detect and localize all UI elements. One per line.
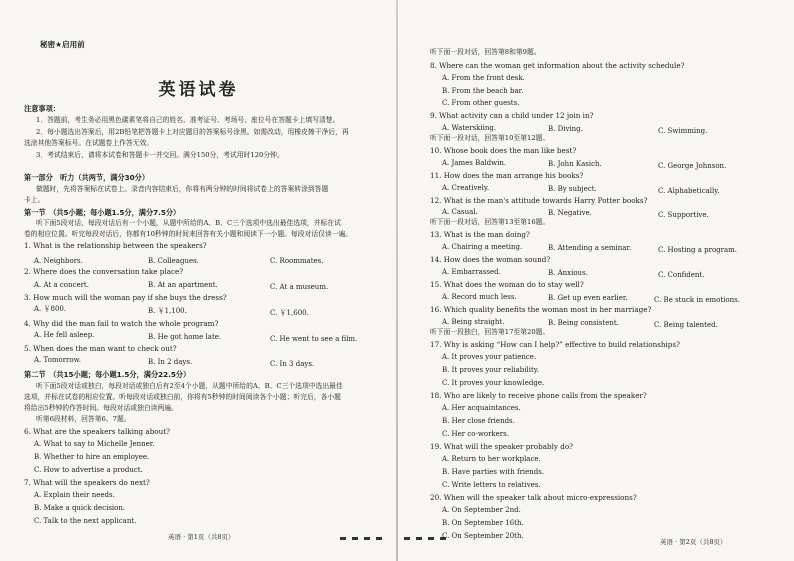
listening-prompt: 听下面一段对话，回答第8和第9题。 [430,48,541,56]
option: B. At an apartment. [148,281,218,289]
option: A. Return to her workplace. [442,455,541,463]
question-8: 8. Where can the woman get information about the activity schedule? [430,61,685,70]
option: B. Have parties with friends. [442,468,545,476]
part1-instruction: 卡上。 [24,196,45,204]
option: C. From other guests. [442,99,520,107]
section1-instruction: 听下面5段对话，每段对话后有一个小题，从题中所给的A、B、C三个选项中选出最佳选项，并标在试 [36,219,341,227]
question-2: 2. Where does the conversation take place? [24,267,184,276]
option: A. Casual. [442,208,478,216]
option: A. Tomorrow. [34,356,81,364]
option: C. He went to see a film. [270,335,358,343]
option: B. It proves your reliability. [442,366,540,374]
part1-heading: 第一部分 听力（共两节，满分30分） [24,173,150,182]
option: B. By subject. [548,185,597,193]
option: A. He fell asleep. [34,331,95,339]
option: A. Chairing a meeting. [442,243,523,251]
option: C. Talk to the next applicant. [34,517,137,525]
option: A. ￥800. [34,305,67,313]
option: A. What to say to Michelle Jenner. [34,440,155,448]
question-12: 12. What is the man's attitude towards Harry Potter books? [430,196,648,205]
question-18: 18. Who are likely to receive phone calls from the speaker? [430,391,647,400]
option: A. Embarrassed. [442,268,501,276]
print-mark [352,537,358,540]
option: A. Creatively. [442,184,490,192]
option: B. ￥1,100. [148,307,187,315]
footer-right: 英语 · 第2页（共8页） [660,538,727,546]
option: B. John Kasich. [548,160,602,168]
listening-prompt: 听下面一段对话，回答第13至第16题。 [430,218,550,226]
option: A. From the front desk. [442,74,525,82]
option: A. James Baldwin. [442,159,507,167]
listening-prompt: 听下面一段对话，回答第10至第12题。 [430,134,550,142]
question-14: 14. How does the woman sound? [430,255,551,264]
option: B. He got home late. [148,333,222,341]
option: B. Anxious. [548,269,588,277]
question-4: 4. Why did the man fail to watch the whole program? [24,319,219,328]
question-11: 11. How does the man arrange his books? [430,171,584,180]
option: C. How to advertise a product. [34,466,143,474]
confidential-label: 秘密★启用前 [40,40,85,49]
option: A. Neighbors. [34,257,83,265]
option: B. Her close friends. [442,417,515,425]
question-1: 1. What is the relationship between the speakers? [24,241,207,250]
section2-instruction: 选项，并标在试卷的相应位置。听每段对话或独白前，你将有5秒钟的时间阅读各个小题；听完后，各小题 [24,393,341,401]
note-item: 3．考试结束后，请将本试卷和答题卡一并交回。满分150分，考试用时120分钟。 [36,151,284,159]
option: C. George Johnson. [658,162,727,170]
option: A. On September 2nd. [442,506,521,514]
option: B. On September 16th. [442,519,524,527]
print-mark [428,537,434,540]
listening-prompt: 听下面一段独白，回答第17至第20题。 [430,328,550,336]
print-mark [404,537,410,540]
question-20: 20. When will the speaker talk about micro-expressions? [430,493,637,502]
option: C. At a museum. [270,283,329,291]
option: A. Her acquaintances. [442,404,521,412]
question-6: 6. What are the speakers talking about? [24,427,171,436]
option: B. Get up even earlier. [548,294,628,302]
option: B. Whether to hire an employee. [34,453,150,461]
option: B. From the beach bar. [442,87,524,95]
footer-left: 英语 · 第1页（共8页） [168,533,235,541]
option: A. Being straight. [442,318,505,326]
option: C. Alphabetically. [658,187,720,195]
option: A. Record much less. [442,293,517,301]
section1-instruction: 卷的相应位置。听完每段对话后，你都有10秒钟的时间来回答有关小题和阅读下一小题。每段对话仅读一遍。 [24,230,353,238]
option: C. Write letters to relatives. [442,481,541,489]
exam-title: 英语试卷 [158,80,239,100]
option: B. Negative. [548,209,592,217]
option: C. On September 20th. [442,532,524,540]
notes-heading: 注意事项： [24,104,60,113]
section2-instruction: 听下面5段对话或独白，每段对话或独白后有2至4个小题，从题中所给的A、B、C三个选项中选出最佳 [36,382,343,390]
part1-instruction: 做题时，先将答案标在试卷上。录音内容结束后，你将有两分钟的时间将试卷上的答案转涂到答题 [36,185,329,193]
question-9: 9. What activity can a child under 12 join in? [430,111,594,120]
option: C. Her co-workers. [442,430,509,438]
option: C. It proves your knowledge. [442,379,545,387]
print-mark [364,537,370,540]
section2-heading: 第二节 （共15小题；每小题1.5分，满分22.5分） [24,370,191,379]
option: C. Roommates. [270,257,324,265]
section2-instruction: 听第6段材料，回答第6、7题。 [36,415,131,423]
option: B. Attending a seminar. [548,244,632,252]
option: B. In 2 days. [148,358,193,366]
option: B. Colleagues. [148,257,199,265]
note-item: 2．每小题选出答案后，用2B铅笔把答题卡上对应题目的答案标号涂黑。如需改动，用橡皮擦干净后，再 [36,128,349,136]
note-item: 选涂其他答案标号。在试题卷上作答无效。 [24,139,154,147]
option: A. It proves your patience. [442,353,537,361]
option: A. Explain their needs. [34,491,115,499]
section1-heading: 第一节 （共5小题；每小题1.5分，满分7.5分） [24,208,181,217]
option: B. Being consistent. [548,319,619,327]
option: A. Waterskiing. [442,124,497,132]
question-7: 7. What will the speakers do next? [24,478,150,487]
option: C. Be stuck in emotions. [654,296,740,304]
question-5: 5. When does the man want to check out? [24,344,177,353]
option: C. Hosting a program. [658,246,738,254]
print-mark [340,537,346,540]
question-13: 13. What is the man doing? [430,230,530,239]
option: B. Diving. [548,125,583,133]
print-mark [416,537,422,540]
option: C. Supportive. [658,211,709,219]
question-15: 15. What does the woman do to stay well? [430,280,584,289]
question-17: 17. Why is asking “How can I help?” effective to build relationships? [430,340,680,349]
print-mark [376,537,382,540]
option: B. Make a quick decision. [34,504,126,512]
option: C. ￥1,600. [270,309,309,317]
question-10: 10. Whose book does the man like best? [430,146,577,155]
question-16: 16. Which quality benefits the woman most in her marriage? [430,305,652,314]
option: C. Confident. [658,271,705,279]
option: A. At a concert. [34,281,89,289]
option: C. Being talented. [654,321,718,329]
option: C. Swimming. [658,127,708,135]
option: C. In 3 days. [270,360,315,368]
section2-instruction: 将给出5秒钟的作答时间。每段对话或独白读两遍。 [24,404,178,412]
question-19: 19. What will the speaker probably do? [430,442,574,451]
question-3: 3. How much will the woman pay if she buys the dress? [24,293,227,302]
note-item: 1．答题前，考生务必用黑色碳素笔将自己的姓名、准考证号、考场号、座位号在答题卡上填写清楚。 [36,116,340,124]
